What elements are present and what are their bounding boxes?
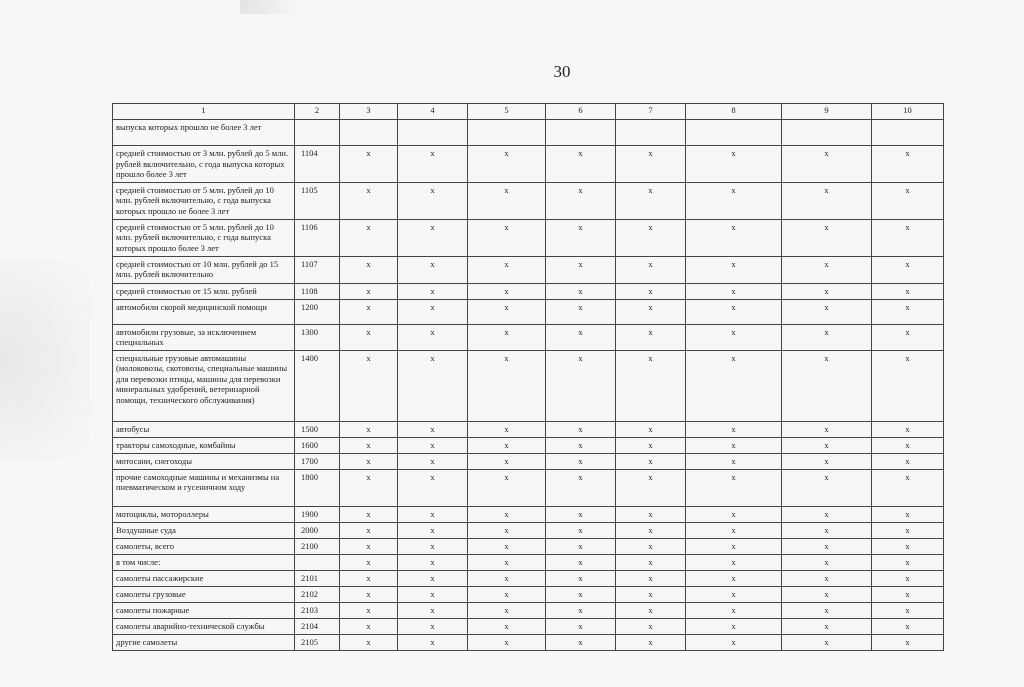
table-cell: х: [340, 506, 398, 522]
table-cell: [616, 120, 686, 146]
table-cell: х: [398, 219, 468, 256]
row-code: 2100: [295, 538, 340, 554]
table-cell: х: [782, 538, 872, 554]
table-cell: х: [686, 506, 782, 522]
table-cell: х: [340, 554, 398, 570]
table-cell: х: [872, 256, 944, 283]
table-cell: х: [546, 146, 616, 183]
scan-shadow: [0, 260, 90, 460]
table-cell: х: [616, 522, 686, 538]
table-cell: х: [398, 299, 468, 324]
table-cell: х: [686, 602, 782, 618]
table-row: [113, 120, 944, 146]
row-name: самолеты пожарные: [113, 602, 295, 618]
row-name: мотоциклы, мотороллеры: [113, 506, 295, 522]
table-row: [113, 219, 944, 256]
table-cell: х: [782, 283, 872, 299]
vehicle-form-table: [112, 103, 944, 651]
row-code: 2105: [295, 634, 340, 650]
table-cell: [782, 120, 872, 146]
row-code: [295, 554, 340, 570]
table-cell: х: [546, 522, 616, 538]
table-row: [113, 182, 944, 219]
column-number-row: [113, 104, 944, 120]
row-name: самолеты грузовые: [113, 586, 295, 602]
table-cell: х: [468, 146, 546, 183]
table-cell: х: [782, 522, 872, 538]
table-cell: х: [546, 421, 616, 437]
row-code: 1106: [295, 219, 340, 256]
table-cell: х: [782, 219, 872, 256]
table-cell: х: [686, 453, 782, 469]
table-cell: [872, 120, 944, 146]
row-name: самолеты пассажирские: [113, 570, 295, 586]
table-cell: х: [686, 299, 782, 324]
table-cell: х: [782, 618, 872, 634]
row-code: 2102: [295, 586, 340, 602]
table-row: [113, 146, 944, 183]
table-cell: х: [468, 256, 546, 283]
table-cell: х: [468, 522, 546, 538]
table-cell: х: [340, 618, 398, 634]
table-cell: х: [468, 324, 546, 350]
table-cell: х: [340, 469, 398, 506]
table-cell: х: [872, 453, 944, 469]
table-cell: х: [782, 602, 872, 618]
column-number: 4: [398, 104, 468, 120]
table-cell: х: [872, 350, 944, 421]
table-cell: [686, 120, 782, 146]
row-name: автомобили грузовые, за исключением специальных: [113, 324, 295, 350]
table-cell: х: [340, 324, 398, 350]
row-name: другие самолеты: [113, 634, 295, 650]
row-code: 1500: [295, 421, 340, 437]
table-cell: х: [686, 324, 782, 350]
table-cell: х: [468, 437, 546, 453]
row-code: 1900: [295, 506, 340, 522]
table-cell: х: [616, 283, 686, 299]
row-name: прочие самоходные машины и механизмы на пневматическом и гусеничном ходу: [113, 469, 295, 506]
table-cell: х: [872, 586, 944, 602]
table-cell: х: [616, 469, 686, 506]
row-code: 1800: [295, 469, 340, 506]
row-name: самолеты аварийно-технической службы: [113, 618, 295, 634]
table-cell: х: [340, 522, 398, 538]
column-number: 6: [546, 104, 616, 120]
table-cell: х: [546, 602, 616, 618]
table-cell: х: [546, 350, 616, 421]
table-cell: х: [616, 350, 686, 421]
table-cell: х: [782, 634, 872, 650]
table-row: [113, 618, 944, 634]
row-name: мотосани, снегоходы: [113, 453, 295, 469]
table-cell: х: [616, 634, 686, 650]
column-number: 2: [295, 104, 340, 120]
table-cell: х: [686, 570, 782, 586]
table-cell: х: [546, 570, 616, 586]
row-name: тракторы самоходные, комбайны: [113, 437, 295, 453]
column-number: 7: [616, 104, 686, 120]
table-cell: х: [340, 146, 398, 183]
table-cell: х: [872, 570, 944, 586]
table-cell: х: [546, 469, 616, 506]
table-row: [113, 522, 944, 538]
table-cell: х: [616, 256, 686, 283]
table-row: [113, 602, 944, 618]
table-cell: х: [340, 256, 398, 283]
table-cell: х: [398, 256, 468, 283]
column-number: 8: [686, 104, 782, 120]
table-cell: х: [398, 453, 468, 469]
table-cell: х: [616, 324, 686, 350]
table-cell: х: [398, 570, 468, 586]
row-name: Воздушные суда: [113, 522, 295, 538]
table-cell: х: [340, 634, 398, 650]
row-code: 1107: [295, 256, 340, 283]
table-row: [113, 554, 944, 570]
table-cell: х: [398, 618, 468, 634]
page-number: 30: [553, 62, 571, 81]
table-row: [113, 538, 944, 554]
row-code: 1400: [295, 350, 340, 421]
row-name: автомобили скорой медицинской помощи: [113, 299, 295, 324]
row-name: средней стоимостью от 10 млн. рублей до 15 млн. рублей включительно: [113, 256, 295, 283]
table-cell: х: [782, 350, 872, 421]
table-cell: х: [546, 182, 616, 219]
table-row: [113, 324, 944, 350]
table-cell: х: [872, 421, 944, 437]
table-cell: х: [872, 299, 944, 324]
table-cell: х: [340, 299, 398, 324]
table-cell: х: [468, 299, 546, 324]
table-cell: х: [782, 324, 872, 350]
table-cell: х: [398, 421, 468, 437]
table-cell: х: [398, 437, 468, 453]
table-cell: х: [468, 350, 546, 421]
table-cell: х: [686, 437, 782, 453]
table-cell: х: [616, 146, 686, 183]
table-cell: х: [686, 219, 782, 256]
table-cell: х: [616, 618, 686, 634]
table-cell: х: [546, 219, 616, 256]
table-row: [113, 350, 944, 421]
row-name: средней стоимостью от 3 млн. рублей до 5 млн. рублей включительно, с года выпуска которых прошло более 3 лет: [113, 146, 295, 183]
table-row: [113, 570, 944, 586]
table-cell: х: [340, 602, 398, 618]
column-number: 9: [782, 104, 872, 120]
table-cell: х: [398, 586, 468, 602]
table-cell: х: [686, 554, 782, 570]
table-cell: х: [468, 554, 546, 570]
table-cell: х: [546, 618, 616, 634]
table-cell: х: [782, 146, 872, 183]
table-row: [113, 283, 944, 299]
table-cell: х: [686, 421, 782, 437]
table-cell: х: [616, 299, 686, 324]
column-number: 10: [872, 104, 944, 120]
table-cell: х: [616, 421, 686, 437]
table-cell: [468, 120, 546, 146]
table-cell: х: [398, 506, 468, 522]
table-cell: х: [782, 256, 872, 283]
table-cell: х: [686, 469, 782, 506]
table-cell: х: [398, 522, 468, 538]
table-cell: х: [468, 538, 546, 554]
table-cell: х: [398, 602, 468, 618]
table-cell: х: [468, 506, 546, 522]
row-code: 2101: [295, 570, 340, 586]
table-cell: х: [616, 538, 686, 554]
table-cell: х: [872, 634, 944, 650]
table-cell: х: [398, 324, 468, 350]
table-cell: х: [398, 350, 468, 421]
table-cell: х: [872, 506, 944, 522]
table-cell: х: [468, 469, 546, 506]
row-code: 2000: [295, 522, 340, 538]
table-cell: х: [616, 570, 686, 586]
table-cell: х: [616, 586, 686, 602]
table-cell: х: [686, 146, 782, 183]
table-cell: х: [340, 586, 398, 602]
table-cell: х: [872, 182, 944, 219]
table-cell: х: [546, 538, 616, 554]
table-cell: х: [872, 602, 944, 618]
table-row: [113, 421, 944, 437]
table-cell: х: [686, 283, 782, 299]
table-cell: х: [782, 182, 872, 219]
table-cell: х: [616, 453, 686, 469]
table-cell: х: [872, 146, 944, 183]
scan-artifact: [240, 0, 300, 14]
table-cell: [546, 120, 616, 146]
row-code: 1105: [295, 182, 340, 219]
table-cell: х: [546, 586, 616, 602]
row-name: средней стоимостью от 15 млн. рублей: [113, 283, 295, 299]
table-cell: х: [468, 453, 546, 469]
table-cell: х: [340, 219, 398, 256]
table-cell: х: [616, 182, 686, 219]
table-cell: х: [616, 219, 686, 256]
table-cell: х: [468, 421, 546, 437]
table-cell: х: [686, 182, 782, 219]
table-cell: х: [782, 421, 872, 437]
table-cell: х: [872, 522, 944, 538]
table-cell: х: [468, 618, 546, 634]
row-code: 1200: [295, 299, 340, 324]
table-cell: х: [340, 437, 398, 453]
table-cell: х: [468, 570, 546, 586]
table-cell: х: [468, 219, 546, 256]
table-cell: х: [686, 350, 782, 421]
table-cell: х: [782, 469, 872, 506]
row-name: специальные грузовые автомашины (молоковозы, скотовозы, специальные машины для перевозки птицы, машины для перевозки минеральных удобрений, ветеринарной помощи, технического обслуживания): [113, 350, 295, 421]
row-code: 1108: [295, 283, 340, 299]
table-row: [113, 299, 944, 324]
table-cell: х: [468, 634, 546, 650]
table-cell: х: [340, 421, 398, 437]
table-cell: х: [686, 618, 782, 634]
table-cell: х: [686, 538, 782, 554]
table-cell: х: [340, 570, 398, 586]
column-number: 1: [113, 104, 295, 120]
table-row: [113, 469, 944, 506]
table-cell: х: [782, 586, 872, 602]
table-cell: х: [782, 453, 872, 469]
table-cell: х: [872, 618, 944, 634]
table-cell: х: [546, 437, 616, 453]
table-cell: х: [340, 350, 398, 421]
table-cell: х: [468, 586, 546, 602]
row-code: 2104: [295, 618, 340, 634]
table-cell: х: [616, 602, 686, 618]
row-code: 2103: [295, 602, 340, 618]
table-cell: х: [398, 283, 468, 299]
table-cell: х: [468, 182, 546, 219]
table-row: [113, 256, 944, 283]
table-cell: х: [616, 554, 686, 570]
column-number: 5: [468, 104, 546, 120]
table-cell: х: [398, 469, 468, 506]
row-code: [295, 120, 340, 146]
row-name: средней стоимостью от 5 млн. рублей до 10 млн. рублей включительно, с года выпуска которых прошло более 3 лет: [113, 219, 295, 256]
table-cell: х: [340, 182, 398, 219]
table-cell: х: [398, 538, 468, 554]
row-code: 1300: [295, 324, 340, 350]
table-cell: х: [872, 219, 944, 256]
table-row: [113, 437, 944, 453]
table-cell: х: [398, 182, 468, 219]
table-cell: х: [872, 437, 944, 453]
table-cell: х: [546, 453, 616, 469]
table-cell: х: [398, 146, 468, 183]
row-code: 1600: [295, 437, 340, 453]
table-cell: х: [398, 554, 468, 570]
table-cell: х: [340, 538, 398, 554]
row-name: автобусы: [113, 421, 295, 437]
row-name: средней стоимостью от 5 млн. рублей до 10 млн. рублей включительно, с года выпуска которых прошло не более 3 лет: [113, 182, 295, 219]
table-cell: х: [546, 634, 616, 650]
row-name: в том числе:: [113, 554, 295, 570]
row-name: самолеты, всего: [113, 538, 295, 554]
table-cell: х: [872, 554, 944, 570]
table-cell: х: [398, 634, 468, 650]
table-cell: х: [686, 586, 782, 602]
table-cell: х: [782, 437, 872, 453]
table-cell: х: [782, 506, 872, 522]
table-cell: х: [872, 469, 944, 506]
table-cell: х: [782, 570, 872, 586]
table-cell: х: [782, 554, 872, 570]
table-row: [113, 453, 944, 469]
table-cell: х: [546, 324, 616, 350]
table-cell: х: [782, 299, 872, 324]
table-cell: х: [546, 283, 616, 299]
table-cell: х: [686, 522, 782, 538]
table-cell: х: [546, 506, 616, 522]
table-cell: х: [546, 299, 616, 324]
table-cell: х: [872, 538, 944, 554]
table-cell: х: [340, 283, 398, 299]
table-cell: х: [872, 283, 944, 299]
table-cell: х: [686, 256, 782, 283]
table-cell: х: [616, 506, 686, 522]
table-cell: [340, 120, 398, 146]
table-row: [113, 506, 944, 522]
row-name: выпуска которых прошло не более 3 лет: [113, 120, 295, 146]
row-code: 1104: [295, 146, 340, 183]
table-cell: х: [468, 283, 546, 299]
table-cell: х: [340, 453, 398, 469]
table-row: [113, 586, 944, 602]
table-cell: х: [616, 437, 686, 453]
column-number: 3: [340, 104, 398, 120]
row-code: 1700: [295, 453, 340, 469]
table-row: [113, 634, 944, 650]
table-cell: [398, 120, 468, 146]
table-cell: х: [546, 256, 616, 283]
table-cell: х: [546, 554, 616, 570]
table-cell: х: [468, 602, 546, 618]
table-cell: х: [686, 634, 782, 650]
table-cell: х: [872, 324, 944, 350]
